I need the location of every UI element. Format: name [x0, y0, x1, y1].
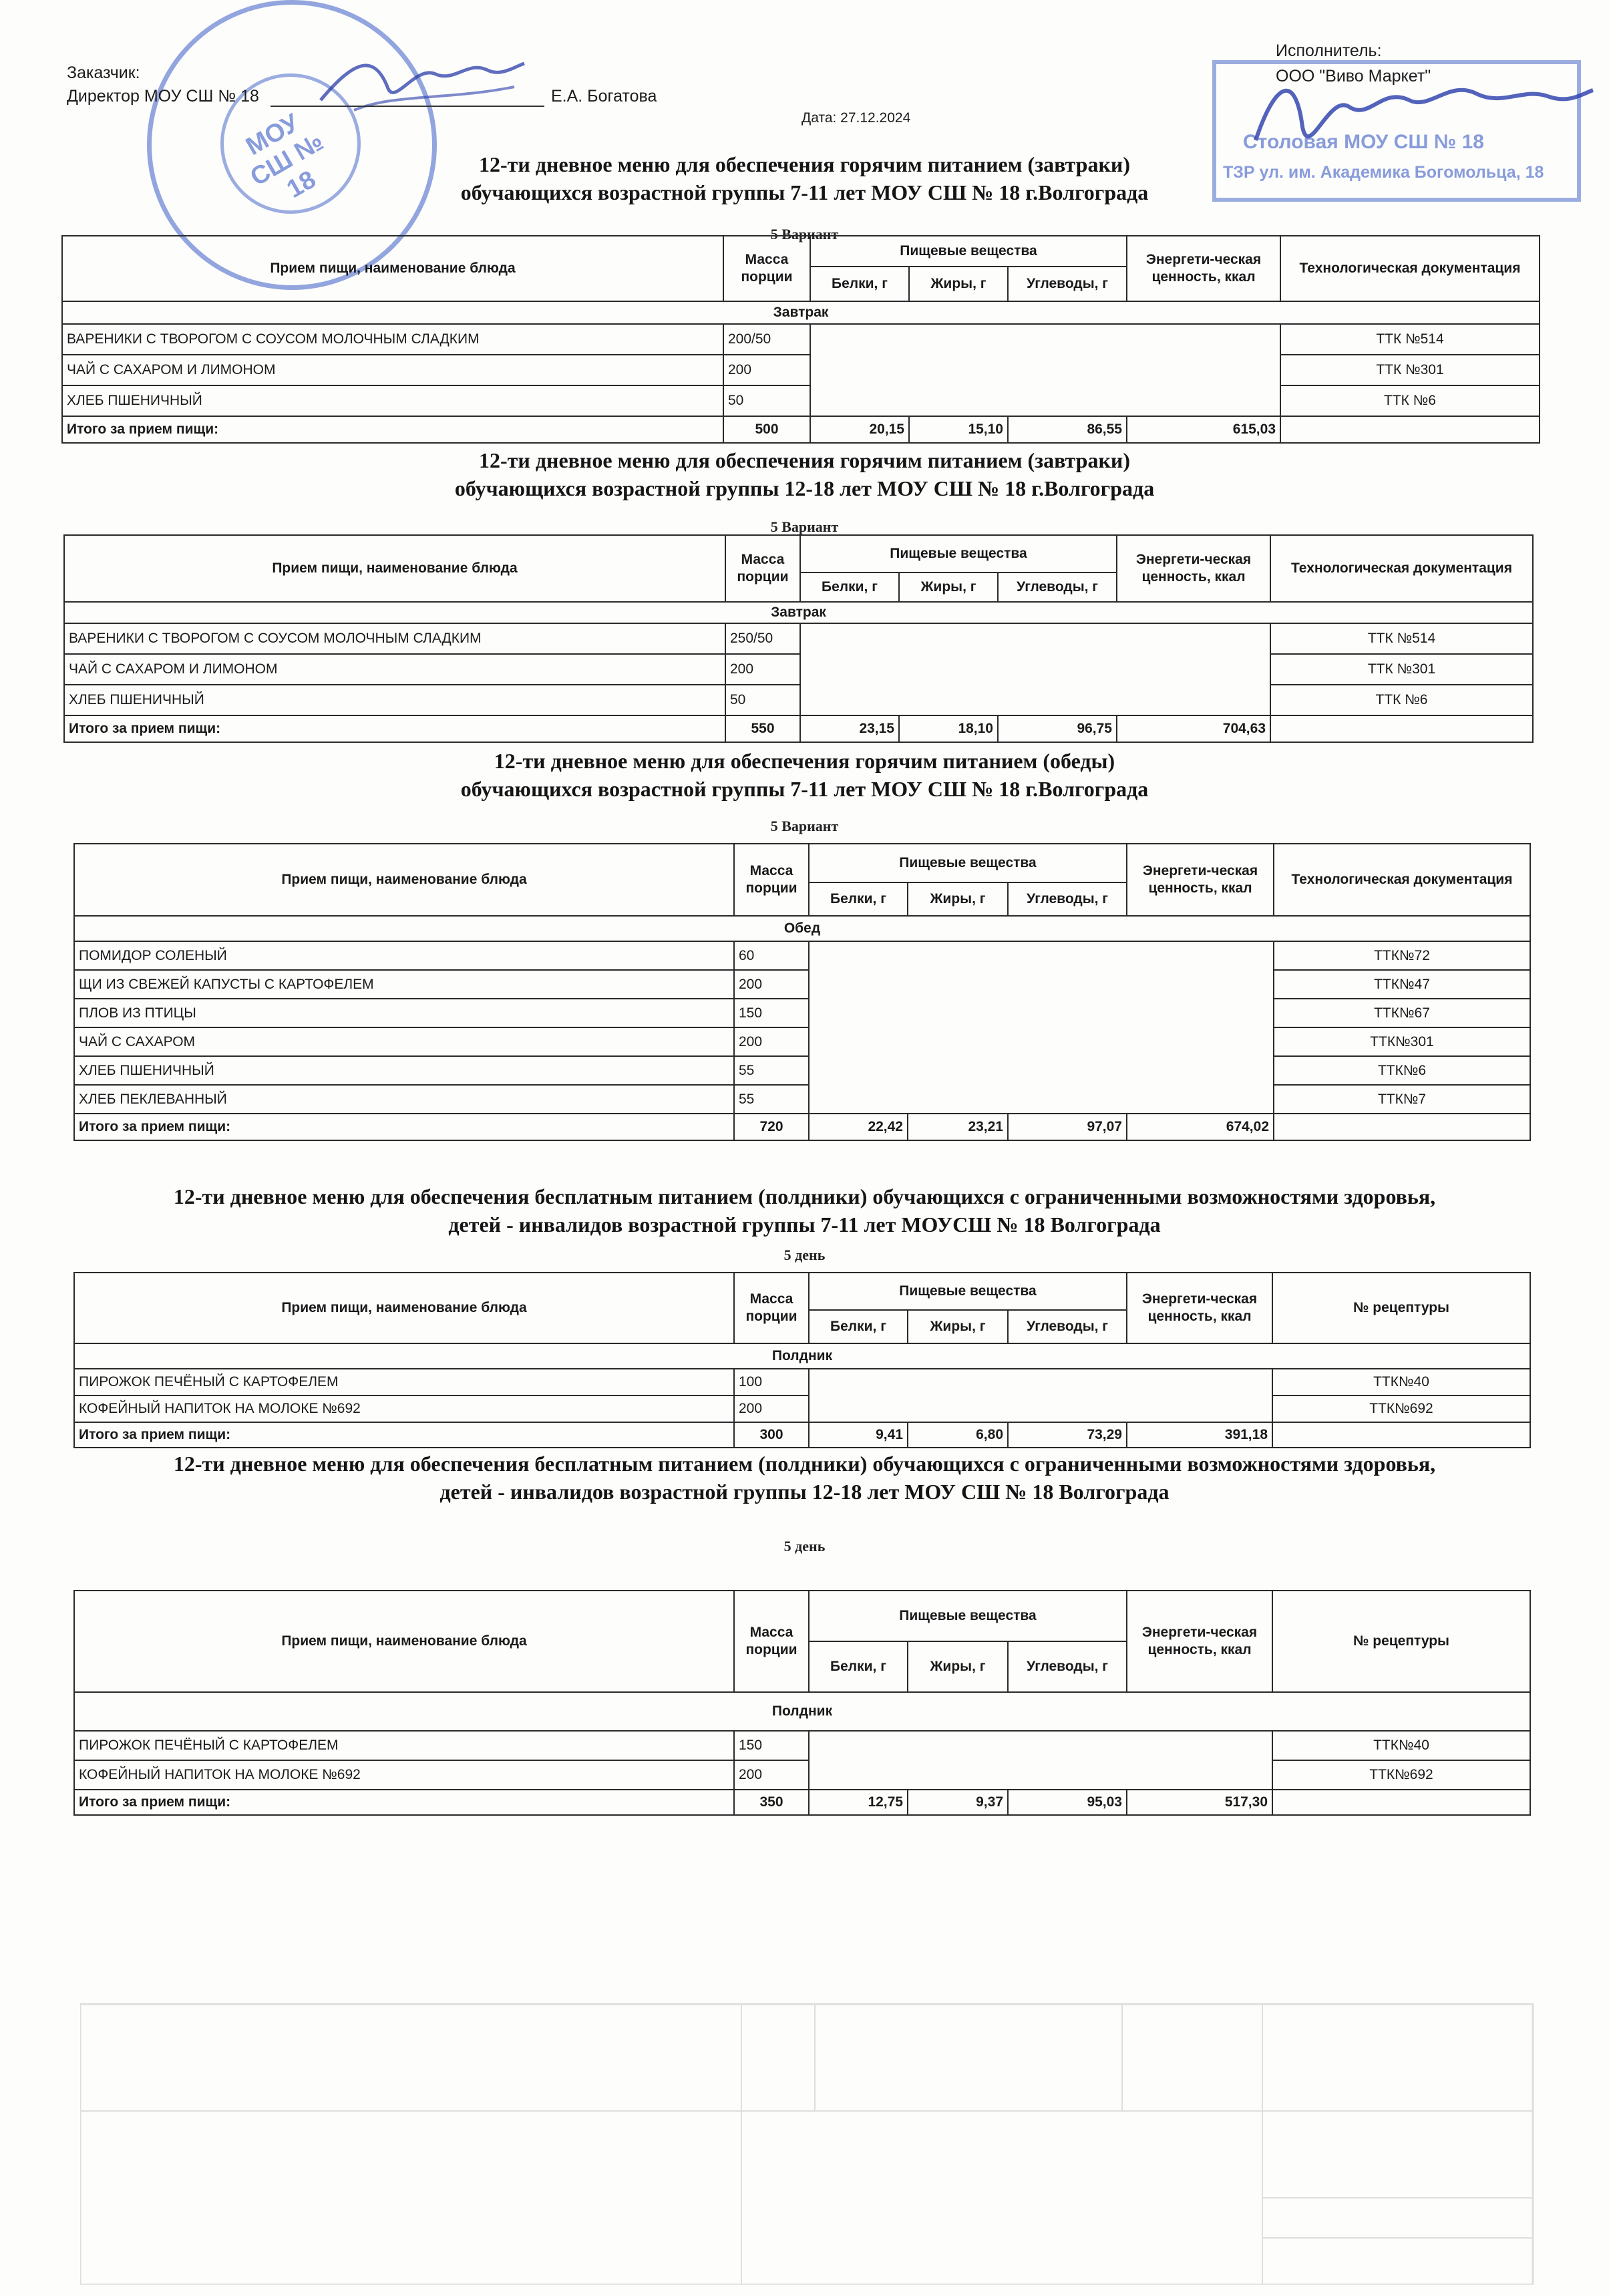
- section-row: [74, 1692, 1530, 1731]
- dish-mass: 50: [725, 685, 800, 715]
- table-row: [74, 970, 1530, 999]
- table-row: [74, 941, 1530, 970]
- executor-org: ООО "Виво Маркет": [1276, 67, 1431, 86]
- total-tech-blank: [1272, 1422, 1530, 1448]
- total-row: [62, 416, 1540, 443]
- dish-name: КОФЕЙНЫЙ НАПИТОК НА МОЛОКЕ №692: [74, 1760, 734, 1790]
- dish-tech: ТТК№692: [1272, 1760, 1530, 1790]
- section-label: Полдник: [74, 1343, 1530, 1369]
- dish-mass: 200: [734, 1027, 809, 1056]
- seal-center-text: МОУ СШ № 18: [241, 108, 329, 204]
- table-header-row: [74, 844, 1530, 882]
- col-nutrients-header: Пищевые вещества: [809, 1591, 1127, 1641]
- table-row: [74, 999, 1530, 1027]
- dish-tech: ТТК№7: [1274, 1085, 1530, 1114]
- dish-name: ЧАЙ С САХАРОМ: [74, 1027, 734, 1056]
- dish-mass: 250/50: [725, 623, 800, 654]
- col-tech-header: № рецептуры: [1272, 1591, 1530, 1692]
- total-fat: 18,10: [899, 715, 998, 742]
- total-protein: 20,15: [810, 416, 909, 443]
- table-row: [64, 654, 1533, 685]
- section-label: Завтрак: [62, 301, 1540, 324]
- total-energy: 391,18: [1127, 1422, 1272, 1448]
- dish-name: ПИРОЖОК ПЕЧЁНЫЙ С КАРТОФЕЛЕМ: [74, 1731, 734, 1760]
- col-mass-header: Масса порции: [734, 1591, 809, 1692]
- total-fat: 6,80: [908, 1422, 1008, 1448]
- col-carbs-header: Углеводы, г: [998, 572, 1117, 602]
- col-carbs-header: Углеводы, г: [1008, 267, 1127, 301]
- menu-subtitle: обучающихся возрастной группы 7-11 лет МОУ СШ № 18 г.Волгограда: [460, 777, 1149, 801]
- dish-mass: 50: [723, 385, 810, 416]
- total-protein: 9,41: [809, 1422, 908, 1448]
- dish-tech: ТТК№692: [1272, 1396, 1530, 1422]
- dish-mass: 150: [734, 1731, 809, 1760]
- menu-variant: 5 Вариант: [770, 818, 839, 834]
- col-name-header: Прием пищи, наименование блюда: [62, 236, 723, 301]
- dish-tech: ТТК №6: [1280, 385, 1540, 416]
- table-row: [64, 623, 1533, 654]
- menu-title: 12-ти дневное меню для обеспечения горячим питанием (обеды): [494, 749, 1115, 773]
- menu-title: 12-ти дневное меню для обеспечения горячим питанием (завтраки): [479, 448, 1130, 472]
- dish-tech: ТТК №301: [1270, 654, 1533, 685]
- menu-table: [63, 534, 1534, 743]
- dish-mass: 55: [734, 1085, 809, 1114]
- dish-mass: 200: [734, 970, 809, 999]
- section-row: [74, 916, 1530, 941]
- bleed-through-table-icon: [80, 1911, 1536, 2285]
- dish-name: ПЛОВ ИЗ ПТИЦЫ: [74, 999, 734, 1027]
- total-mass: 550: [725, 715, 800, 742]
- menu-variant: 5 Вариант: [770, 226, 839, 242]
- menu-subtitle: детей - инвалидов возрастной группы 7-11 лет МОУСШ № 18 Волгограда: [448, 1212, 1161, 1237]
- table-row: [74, 1056, 1530, 1085]
- total-energy: 704,63: [1117, 715, 1270, 742]
- customer-person: Директор МОУ СШ № 18: [67, 87, 259, 106]
- total-tech-blank: [1280, 416, 1540, 443]
- col-carbs-header: Углеводы, г: [1008, 1641, 1127, 1692]
- dish-name: ПИРОЖОК ПЕЧЁНЫЙ С КАРТОФЕЛЕМ: [74, 1369, 734, 1396]
- col-name-header: Прием пищи, наименование блюда: [74, 1273, 734, 1343]
- total-protein: 12,75: [809, 1790, 908, 1815]
- col-name-header: Прием пищи, наименование блюда: [64, 535, 725, 602]
- dish-mass: 200/50: [723, 324, 810, 355]
- menu-subtitle: обучающихся возрастной группы 7-11 лет МОУ СШ № 18 г.Волгограда: [460, 180, 1149, 204]
- table-row: [74, 1369, 1530, 1396]
- total-label: Итого за прием пищи:: [74, 1790, 734, 1815]
- table-row: [62, 385, 1540, 416]
- col-protein-header: Белки, г: [810, 267, 909, 301]
- total-carbs: 97,07: [1008, 1114, 1127, 1140]
- total-label: Итого за прием пищи:: [74, 1114, 734, 1140]
- col-tech-header: Технологическая документация: [1274, 844, 1530, 916]
- dish-tech: ТТК№72: [1274, 941, 1530, 970]
- table-row: [62, 355, 1540, 385]
- col-tech-header: Технологическая документация: [1270, 535, 1533, 602]
- dish-mass: 55: [734, 1056, 809, 1085]
- total-label: Итого за прием пищи:: [74, 1422, 734, 1448]
- total-mass: 500: [723, 416, 810, 443]
- col-name-header: Прием пищи, наименование блюда: [74, 844, 734, 916]
- menu-table: [61, 235, 1540, 444]
- col-protein-header: Белки, г: [809, 1641, 908, 1692]
- menu-title: 12-ти дневное меню для обеспечения бесплатным питанием (полдники) обучающихся с ограниченными возможностями здоровья,: [173, 1452, 1436, 1476]
- col-energy-header: Энергети-ческая ценность, ккал: [1117, 535, 1270, 602]
- total-label: Итого за прием пищи:: [62, 416, 723, 443]
- total-row: [74, 1114, 1530, 1140]
- customer-signature-icon: [314, 47, 528, 127]
- dish-name: ХЛЕБ ПШЕНИЧНЫЙ: [64, 685, 725, 715]
- col-mass-header: Масса порции: [725, 535, 800, 602]
- col-name-header: Прием пищи, наименование блюда: [74, 1591, 734, 1692]
- table-row: [62, 324, 1540, 355]
- col-energy-header: Энергети-ческая ценность, ккал: [1127, 1591, 1272, 1692]
- dish-name: ЩИ ИЗ СВЕЖЕЙ КАПУСТЫ С КАРТОФЕЛЕМ: [74, 970, 734, 999]
- dish-tech: ТТК№67: [1274, 999, 1530, 1027]
- stamp-line-1: Столовая МОУ СШ № 18: [1243, 131, 1484, 153]
- col-mass-header: Масса порции: [734, 1273, 809, 1343]
- total-mass: 350: [734, 1790, 809, 1815]
- menu-variant: 5 день: [783, 1538, 826, 1554]
- menu-variant: 5 Вариант: [770, 518, 839, 535]
- dish-mass: 60: [734, 941, 809, 970]
- table-row: [74, 1396, 1530, 1422]
- col-protein-header: Белки, г: [809, 882, 908, 916]
- menu-subtitle: обучающихся возрастной группы 12-18 лет МОУ СШ № 18 г.Волгограда: [454, 476, 1155, 500]
- dish-tech: ТТК№40: [1272, 1369, 1530, 1396]
- section-row: [64, 602, 1533, 623]
- total-label: Итого за прием пищи:: [64, 715, 725, 742]
- col-nutrients-header: Пищевые вещества: [809, 844, 1127, 882]
- col-energy-header: Энергети-ческая ценность, ккал: [1127, 236, 1280, 301]
- col-fat-header: Жиры, г: [909, 267, 1008, 301]
- col-nutrients-header: Пищевые вещества: [809, 1273, 1127, 1310]
- dish-name: КОФЕЙНЫЙ НАПИТОК НА МОЛОКЕ №692: [74, 1396, 734, 1422]
- dish-tech: ТТК№6: [1274, 1056, 1530, 1085]
- total-carbs: 96,75: [998, 715, 1117, 742]
- total-tech-blank: [1270, 715, 1533, 742]
- dish-tech: ТТК№47: [1274, 970, 1530, 999]
- dish-name: ХЛЕБ ПШЕНИЧНЫЙ: [74, 1056, 734, 1085]
- dish-mass: 200: [723, 355, 810, 385]
- dish-name: ХЛЕБ ПШЕНИЧНЫЙ: [62, 385, 723, 416]
- col-protein-header: Белки, г: [809, 1310, 908, 1343]
- total-carbs: 73,29: [1008, 1422, 1127, 1448]
- menu-table: [73, 1590, 1531, 1816]
- col-fat-header: Жиры, г: [908, 1310, 1008, 1343]
- dish-name: ПОМИДОР СОЛЕНЫЙ: [74, 941, 734, 970]
- col-mass-header: Масса порции: [734, 844, 809, 916]
- section-row: [62, 301, 1540, 324]
- dish-mass: 200: [734, 1396, 809, 1422]
- dish-name: ВАРЕНИКИ С ТВОРОГОМ С СОУСОМ МОЛОЧНЫМ СЛАДКИМ: [64, 623, 725, 654]
- signature-line: [271, 106, 544, 107]
- col-fat-header: Жиры, г: [899, 572, 998, 602]
- dish-tech: ТТК №6: [1270, 685, 1533, 715]
- menu-title: 12-ти дневное меню для обеспечения горячим питанием (завтраки): [479, 152, 1130, 176]
- col-tech-header: Технологическая документация: [1280, 236, 1540, 301]
- nutrients-blank: [810, 324, 1280, 416]
- table-row: [74, 1731, 1530, 1760]
- menu-table: [73, 1272, 1531, 1448]
- section-label: Завтрак: [64, 602, 1533, 623]
- total-fat: 15,10: [909, 416, 1008, 443]
- nutrients-blank: [809, 941, 1274, 1114]
- dish-tech: ТТК №301: [1280, 355, 1540, 385]
- table-header-row: [74, 1591, 1530, 1641]
- dish-mass: 100: [734, 1369, 809, 1396]
- total-energy: 615,03: [1127, 416, 1280, 443]
- total-tech-blank: [1272, 1790, 1530, 1815]
- col-tech-header: № рецептуры: [1272, 1273, 1530, 1343]
- table-header-row: [64, 535, 1533, 572]
- total-row: [74, 1422, 1530, 1448]
- dish-name: ЧАЙ С САХАРОМ И ЛИМОНОМ: [64, 654, 725, 685]
- table-row: [74, 1085, 1530, 1114]
- dish-name: ХЛЕБ ПЕКЛЕВАННЫЙ: [74, 1085, 734, 1114]
- total-fat: 9,37: [908, 1790, 1008, 1815]
- customer-label: Заказчик:: [67, 63, 140, 82]
- dish-tech: ТТК №514: [1280, 324, 1540, 355]
- section-row: [74, 1343, 1530, 1369]
- nutrients-blank: [809, 1369, 1272, 1422]
- dish-tech: ТТК №514: [1270, 623, 1533, 654]
- table-header-row: [62, 236, 1540, 267]
- dish-tech: ТТК№40: [1272, 1731, 1530, 1760]
- dish-name: ЧАЙ С САХАРОМ И ЛИМОНОМ: [62, 355, 723, 385]
- total-protein: 22,42: [809, 1114, 908, 1140]
- total-row: [74, 1790, 1530, 1815]
- total-energy: 517,30: [1127, 1790, 1272, 1815]
- executor-label: Исполнитель:: [1276, 41, 1382, 60]
- dish-mass: 200: [725, 654, 800, 685]
- dish-mass: 200: [734, 1760, 809, 1790]
- table-row: [74, 1760, 1530, 1790]
- col-energy-header: Энергети-ческая ценность, ккал: [1127, 844, 1274, 916]
- total-fat: 23,21: [908, 1114, 1008, 1140]
- total-protein: 23,15: [800, 715, 899, 742]
- section-label: Обед: [74, 916, 1530, 941]
- total-carbs: 86,55: [1008, 416, 1127, 443]
- table-row: [74, 1027, 1530, 1056]
- col-carbs-header: Углеводы, г: [1008, 882, 1127, 916]
- col-fat-header: Жиры, г: [908, 1641, 1008, 1692]
- nutrients-blank: [809, 1731, 1272, 1790]
- document-date: Дата: 27.12.2024: [801, 110, 911, 126]
- total-energy: 674,02: [1127, 1114, 1274, 1140]
- customer-name: Е.А. Богатова: [551, 87, 657, 106]
- menu-variant: 5 день: [783, 1247, 826, 1263]
- total-row: [64, 715, 1533, 742]
- dish-mass: 150: [734, 999, 809, 1027]
- total-mass: 300: [734, 1422, 809, 1448]
- total-mass: 720: [734, 1114, 809, 1140]
- total-carbs: 95,03: [1008, 1790, 1127, 1815]
- menu-table: [73, 843, 1531, 1141]
- col-nutrients-header: Пищевые вещества: [810, 236, 1127, 267]
- dish-name: ВАРЕНИКИ С ТВОРОГОМ С СОУСОМ МОЛОЧНЫМ СЛАДКИМ: [62, 324, 723, 355]
- stamp-line-2: ТЗР ул. им. Академика Богомольца, 18: [1223, 163, 1544, 182]
- col-fat-header: Жиры, г: [908, 882, 1008, 916]
- col-energy-header: Энергети-ческая ценность, ккал: [1127, 1273, 1272, 1343]
- col-carbs-header: Углеводы, г: [1008, 1310, 1127, 1343]
- section-label: Полдник: [74, 1692, 1530, 1731]
- col-mass-header: Масса порции: [723, 236, 810, 301]
- dish-tech: ТТК№301: [1274, 1027, 1530, 1056]
- menu-subtitle: детей - инвалидов возрастной группы 12-18 лет МОУ СШ № 18 Волгограда: [439, 1480, 1170, 1504]
- table-header-row: [74, 1273, 1530, 1310]
- table-row: [64, 685, 1533, 715]
- col-nutrients-header: Пищевые вещества: [800, 535, 1117, 572]
- menu-title: 12-ти дневное меню для обеспечения бесплатным питанием (полдники) обучающихся с ограниченными возможностями здоровья,: [173, 1184, 1436, 1208]
- nutrients-blank: [800, 623, 1270, 715]
- total-tech-blank: [1274, 1114, 1530, 1140]
- col-protein-header: Белки, г: [800, 572, 899, 602]
